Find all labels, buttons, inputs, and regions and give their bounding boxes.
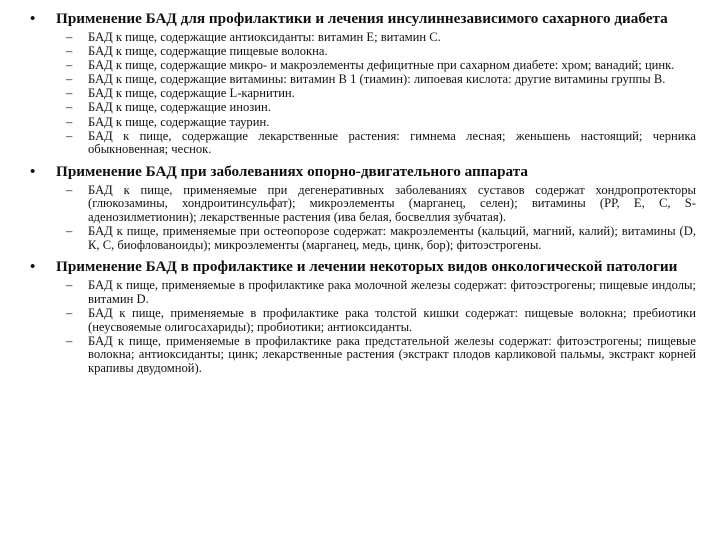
list-item-text: БАД к пище, содержащие таурин. xyxy=(88,114,270,129)
list-item-text: БАД к пище, содержащие L-карнитин. xyxy=(88,86,295,101)
section-heading: Применение БАД для профилактики и лечения инсулиннезависимого сахарного диабета xyxy=(56,10,668,27)
list-item-text: БАД к пище, содержащие пищевые волокна. xyxy=(88,44,328,59)
section-heading: Применение БАД в профилактике и лечении некоторых видов онкологической патологии xyxy=(56,258,678,276)
dash-icon: – xyxy=(66,100,73,115)
list-item-text: БАД к пище, применяемые при остеопорозе содержат: макроэлементы (кальций, магний, калий); витамины (D, К, С, биофлованоиды); микроэлементы (марганец, медь, цинк, бор); фитоэстрогены. xyxy=(88,224,696,252)
section-diabetes xyxy=(30,10,696,157)
list-item-text: БАД к пище, содержащие лекарственные растения: гимнема лесная; женьшень настоящий; черника обыкновенная; чеснок. xyxy=(88,128,696,157)
list-item-text: БАД к пище, содержащие витамины: витамин В 1 (тиамин): липоевая кислота: другие витамины группы В. xyxy=(88,72,666,87)
item-list xyxy=(30,31,696,157)
dash-icon: – xyxy=(66,30,73,44)
list-item xyxy=(66,184,696,225)
list-item xyxy=(66,87,696,101)
dash-icon: – xyxy=(66,182,73,197)
list-item xyxy=(66,31,696,45)
bullet-icon: • xyxy=(30,163,36,180)
dash-icon: – xyxy=(66,58,73,73)
list-item-text: БАД к пище, применяемые в профилактике рака толстой кишки содержат: пищевые волокна; пребиотики (неусвояемые олигосахариды); пробиотики; антиоксиданты. xyxy=(88,306,696,334)
item-list xyxy=(30,184,696,252)
dash-icon: – xyxy=(66,44,73,59)
list-item-text: БАД к пище, применяемые в профилактике рака молочной железы содержат: фитоэстрогены; пищевые индолы; витамин D. xyxy=(88,278,696,306)
list-item xyxy=(66,116,696,130)
dash-icon: – xyxy=(66,72,73,87)
dash-icon: – xyxy=(66,114,73,129)
section-oncology xyxy=(30,258,696,375)
bullet-icon: • xyxy=(30,11,36,27)
list-item-text: БАД к пище, содержащие инозин. xyxy=(88,100,271,115)
list-item xyxy=(66,101,696,115)
list-item xyxy=(66,45,696,59)
dash-icon: – xyxy=(66,306,73,320)
list-item xyxy=(66,225,696,252)
list-item xyxy=(66,130,696,157)
list-item-text: БАД к пище, содержащие микро- и макроэлементы дефицитные при сахарном диабете: хром; ванадий; цинк. xyxy=(88,58,675,73)
list-item xyxy=(66,335,696,376)
section-heading: Применение БАД при заболеваниях опорно-двигательного аппарата xyxy=(56,162,528,180)
dash-icon: – xyxy=(66,278,73,293)
dash-icon: – xyxy=(66,224,73,239)
dash-icon: – xyxy=(66,128,73,143)
bullet-icon: • xyxy=(30,259,36,276)
item-list xyxy=(30,279,696,375)
list-item xyxy=(66,59,696,73)
dash-icon: – xyxy=(66,86,73,101)
list-item xyxy=(66,307,696,334)
list-item xyxy=(66,73,696,87)
list-item-text: БАД к пище, применяемые в профилактике рака предстательной железы содержат: фитоэстрогены; пищевые волокна; антиоксиданты; цинк; лекарственные растения (экстракт плодов карликовой пальмы, экстракт корней крапивы двудомной). xyxy=(88,333,696,375)
section-musculoskeletal xyxy=(30,163,696,252)
list-item xyxy=(66,279,696,306)
list-item-text: БАД к пище, применяемые при дегенеративных заболеваниях суставов содержат хондропротекторы (глюкозамины, хондроитинсульфат); микроэлементы (марганец, селен); витамины (РР, Е, С, S-аденозилметионин); лекарственные растения (ива белая, босвеллия зубчатая). xyxy=(88,182,696,225)
list-item-text: БАД к пище, содержащие антиоксиданты: витамин Е; витамин С. xyxy=(88,30,441,44)
dash-icon: – xyxy=(66,333,73,348)
